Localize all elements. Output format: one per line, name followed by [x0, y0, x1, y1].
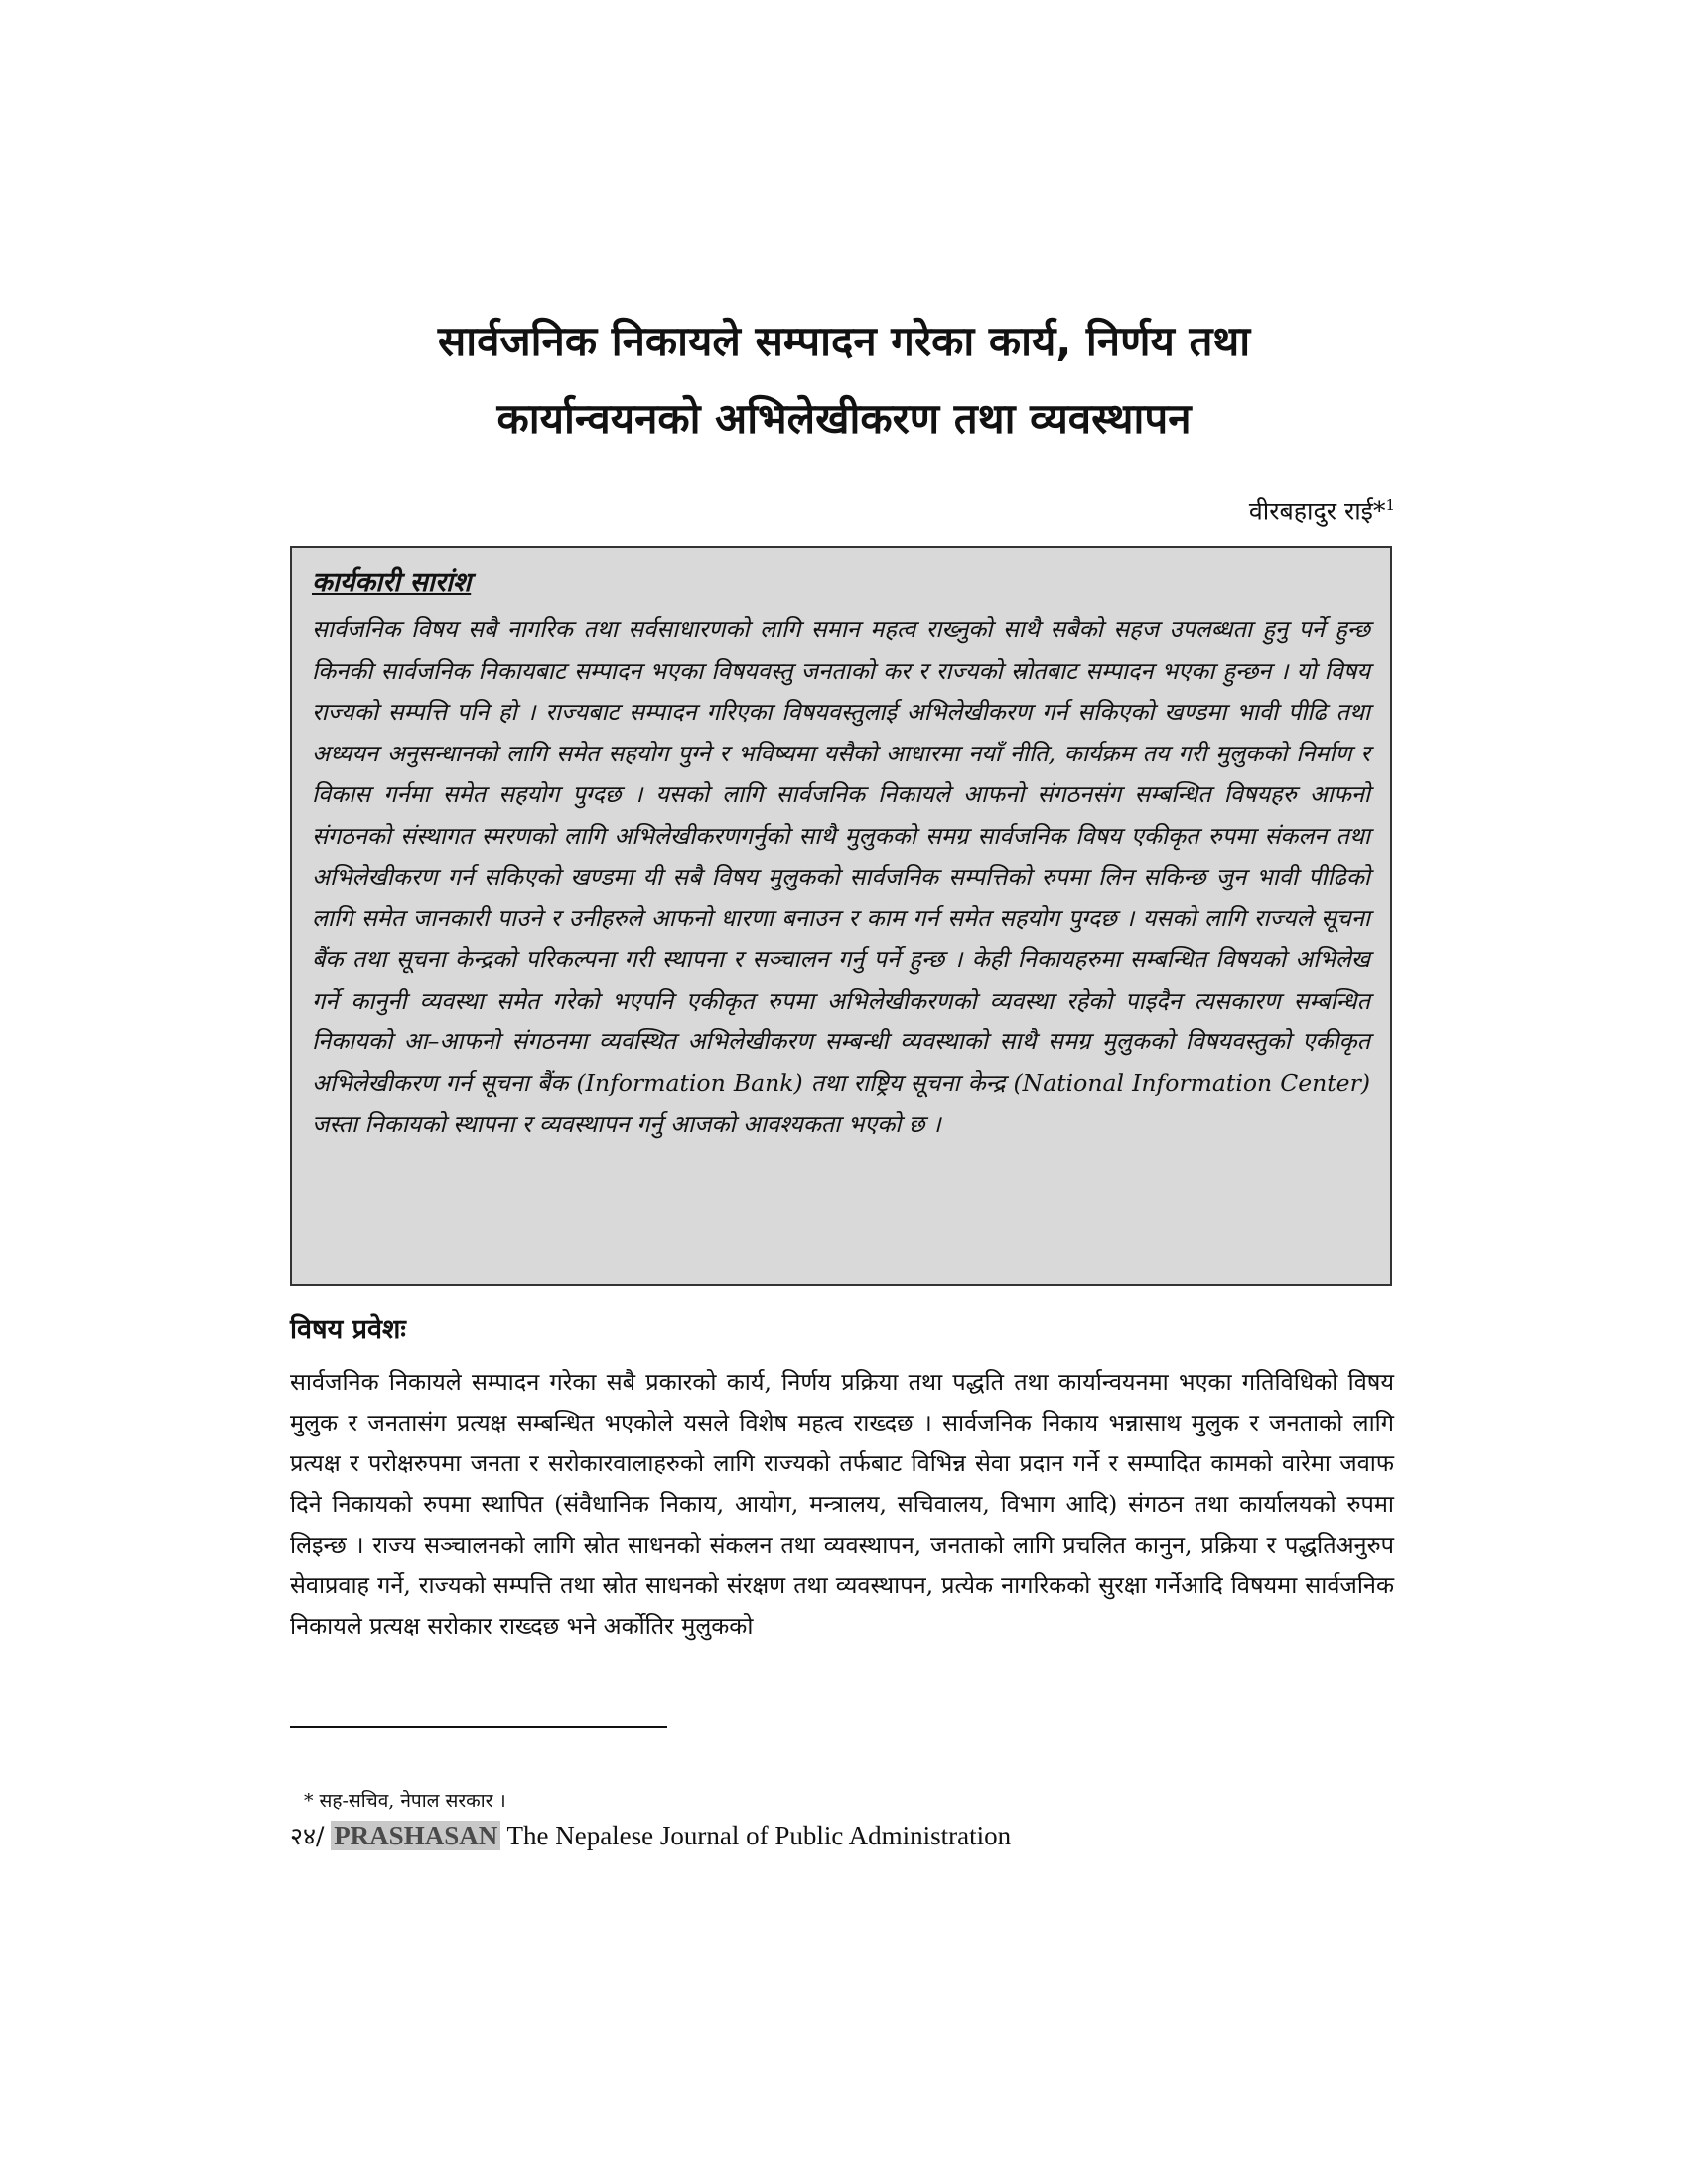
page-footer [290, 1817, 1011, 1855]
author-name: वीरबहादुर राई* [1248, 496, 1386, 526]
footnote-divider [290, 1726, 667, 1728]
article-title [248, 303, 1440, 458]
page-number: २४/ [290, 1822, 325, 1850]
executive-summary-box [290, 546, 1392, 1286]
introduction-heading: विषय प्रवेशः [290, 1314, 406, 1345]
introduction-paragraph: सार्वजनिक निकायले सम्पादन गरेका सबै प्रकारको कार्य, निर्णय प्रक्रिया तथा पद्धति तथा कार्यान्वयनमा भएका गतिविधिको विषय मुलुक र जनतासंग प्रत्यक्ष सम्बन्धित भएकोले यसले विशेष महत्व राख्दछ । सार्वजनिक निकाय भन्नासाथ मुलुक र जनताको लागि प्रत्यक्ष र परोक्षरुपमा जनता र सरोकारवालाहरुको लागि राज्यको तर्फबाट विभिन्न सेवा प्रदान गर्ने र सम्पादित कामको वारेमा जवाफ दिने निकायको रुपमा स्थापित (संवैधानिक निकाय, आयोग, मन्त्रालय, सचिवालय, विभाग आदि) संगठन तथा कार्यालयको रुपमा लिइन्छ । राज्य सञ्चालनको लागि स्रोत साधनको संकलन तथा व्यवस्थापन, जनताको लागि प्रचलित कानुन, प्रक्रिया र पद्धतिअनुरुप सेवाप्रवाह गर्ने, राज्यको सम्पत्ति तथा स्रोत साधनको संरक्षण तथा व्यवस्थापन, प्रत्येक नागरिकको सुरक्षा गर्नेआदि विषयमा सार्वजनिक निकायले प्रत्यक्ष सरोकार राख्दछ भने अर्कोतिर मुलुकको [290, 1368, 1394, 1640]
author-line [1249, 488, 1395, 528]
author-footnote-marker: 1 [1385, 496, 1395, 514]
author-footnote: * सह-सचिव, नेपाल सरकार । [304, 1790, 506, 1812]
article-title-line-1: सार्वजनिक निकायले सम्पादन गरेका कार्य, निर्णय तथा [437, 317, 1251, 365]
article-title-line-2: कार्यान्वयनको अभिलेखीकरण तथा व्यवस्थापन [496, 394, 1192, 443]
journal-name: PRASHASAN [331, 1821, 500, 1850]
journal-subtitle: The Nepalese Journal of Public Administration [506, 1821, 1012, 1850]
executive-summary-heading: कार्यकारी सारांश [312, 567, 472, 598]
executive-summary-text: सार्वजनिक विषय सबै नागरिक तथा सर्वसाधारणको लागि समान महत्व राख्नुको साथै सबैको सहज उपलब्धता हुनु पर्ने हुन्छ किनकी सार्वजनिक निकायबाट सम्पादन भएका विषयवस्तु जनताको कर र राज्यको स्रोतबाट सम्पादन भएका हुन्छन । यो विषय राज्यको सम्पत्ति पनि हो । राज्यबाट सम्पादन गरिएका विषयवस्तुलाई अभिलेखीकरण गर्न सकिएको खण्डमा भावी पीढि तथा अध्ययन अनुसन्धानको लागि समेत सहयोग पुग्ने र भविष्यमा यसैको आधारमा नयाँ नीति, कार्यक्रम तय गरी मुलुकको निर्माण र विकास गर्नमा समेत सहयोग पुग्दछ । यसको लागि सार्वजनिक निकायले आफनो संगठनसंग सम्बन्धित विषयहरु आफनो संगठनको संस्थागत स्मरणको लागि अभिलेखीकरणगर्नुको साथै मुलुकको समग्र सार्वजनिक विषय एकीकृत रुपमा संकलन तथा अभिलेखीकरण गर्न सकिएको खण्डमा यी सबै विषय मुलुकको सार्वजनिक सम्पत्तिको रुपमा लिन सकिन्छ जुन भावी पीढिको लागि समेत जानकारी पाउने र उनीहरुले आफनो धारणा बनाउन र काम गर्न समेत सहयोग पुग्दछ । यसको लागि राज्यले सूचना बैंक तथा सूचना केन्द्रको परिकल्पना गरी स्थापना र सञ्चालन गर्नु पर्ने हुन्छ । केही निकायहरुमा सम्बन्धित विषयको अभिलेख गर्ने कानुनी व्यवस्था समेत गरेको भएपनि एकीकृत रुपमा अभिलेखीकरणको व्यवस्था रहेको पाइदैन त्यसकारण सम्बन्धित निकायको आ–आफनो संगठनमा व्यवस्थित अभिलेखीकरण सम्बन्धी व्यवस्थाको साथै समग्र मुलुकको विषयवस्तुको एकीकृत अभिलेखीकरण गर्न सूचना बैंक (Information Bank) तथा राष्ट्रिय सूचना केन्द्र (National Information Center) जस्ता निकायको स्थापना र व्यवस्थापन गर्नु आजको आवश्यकता भएको छ । [312, 615, 1370, 1138]
